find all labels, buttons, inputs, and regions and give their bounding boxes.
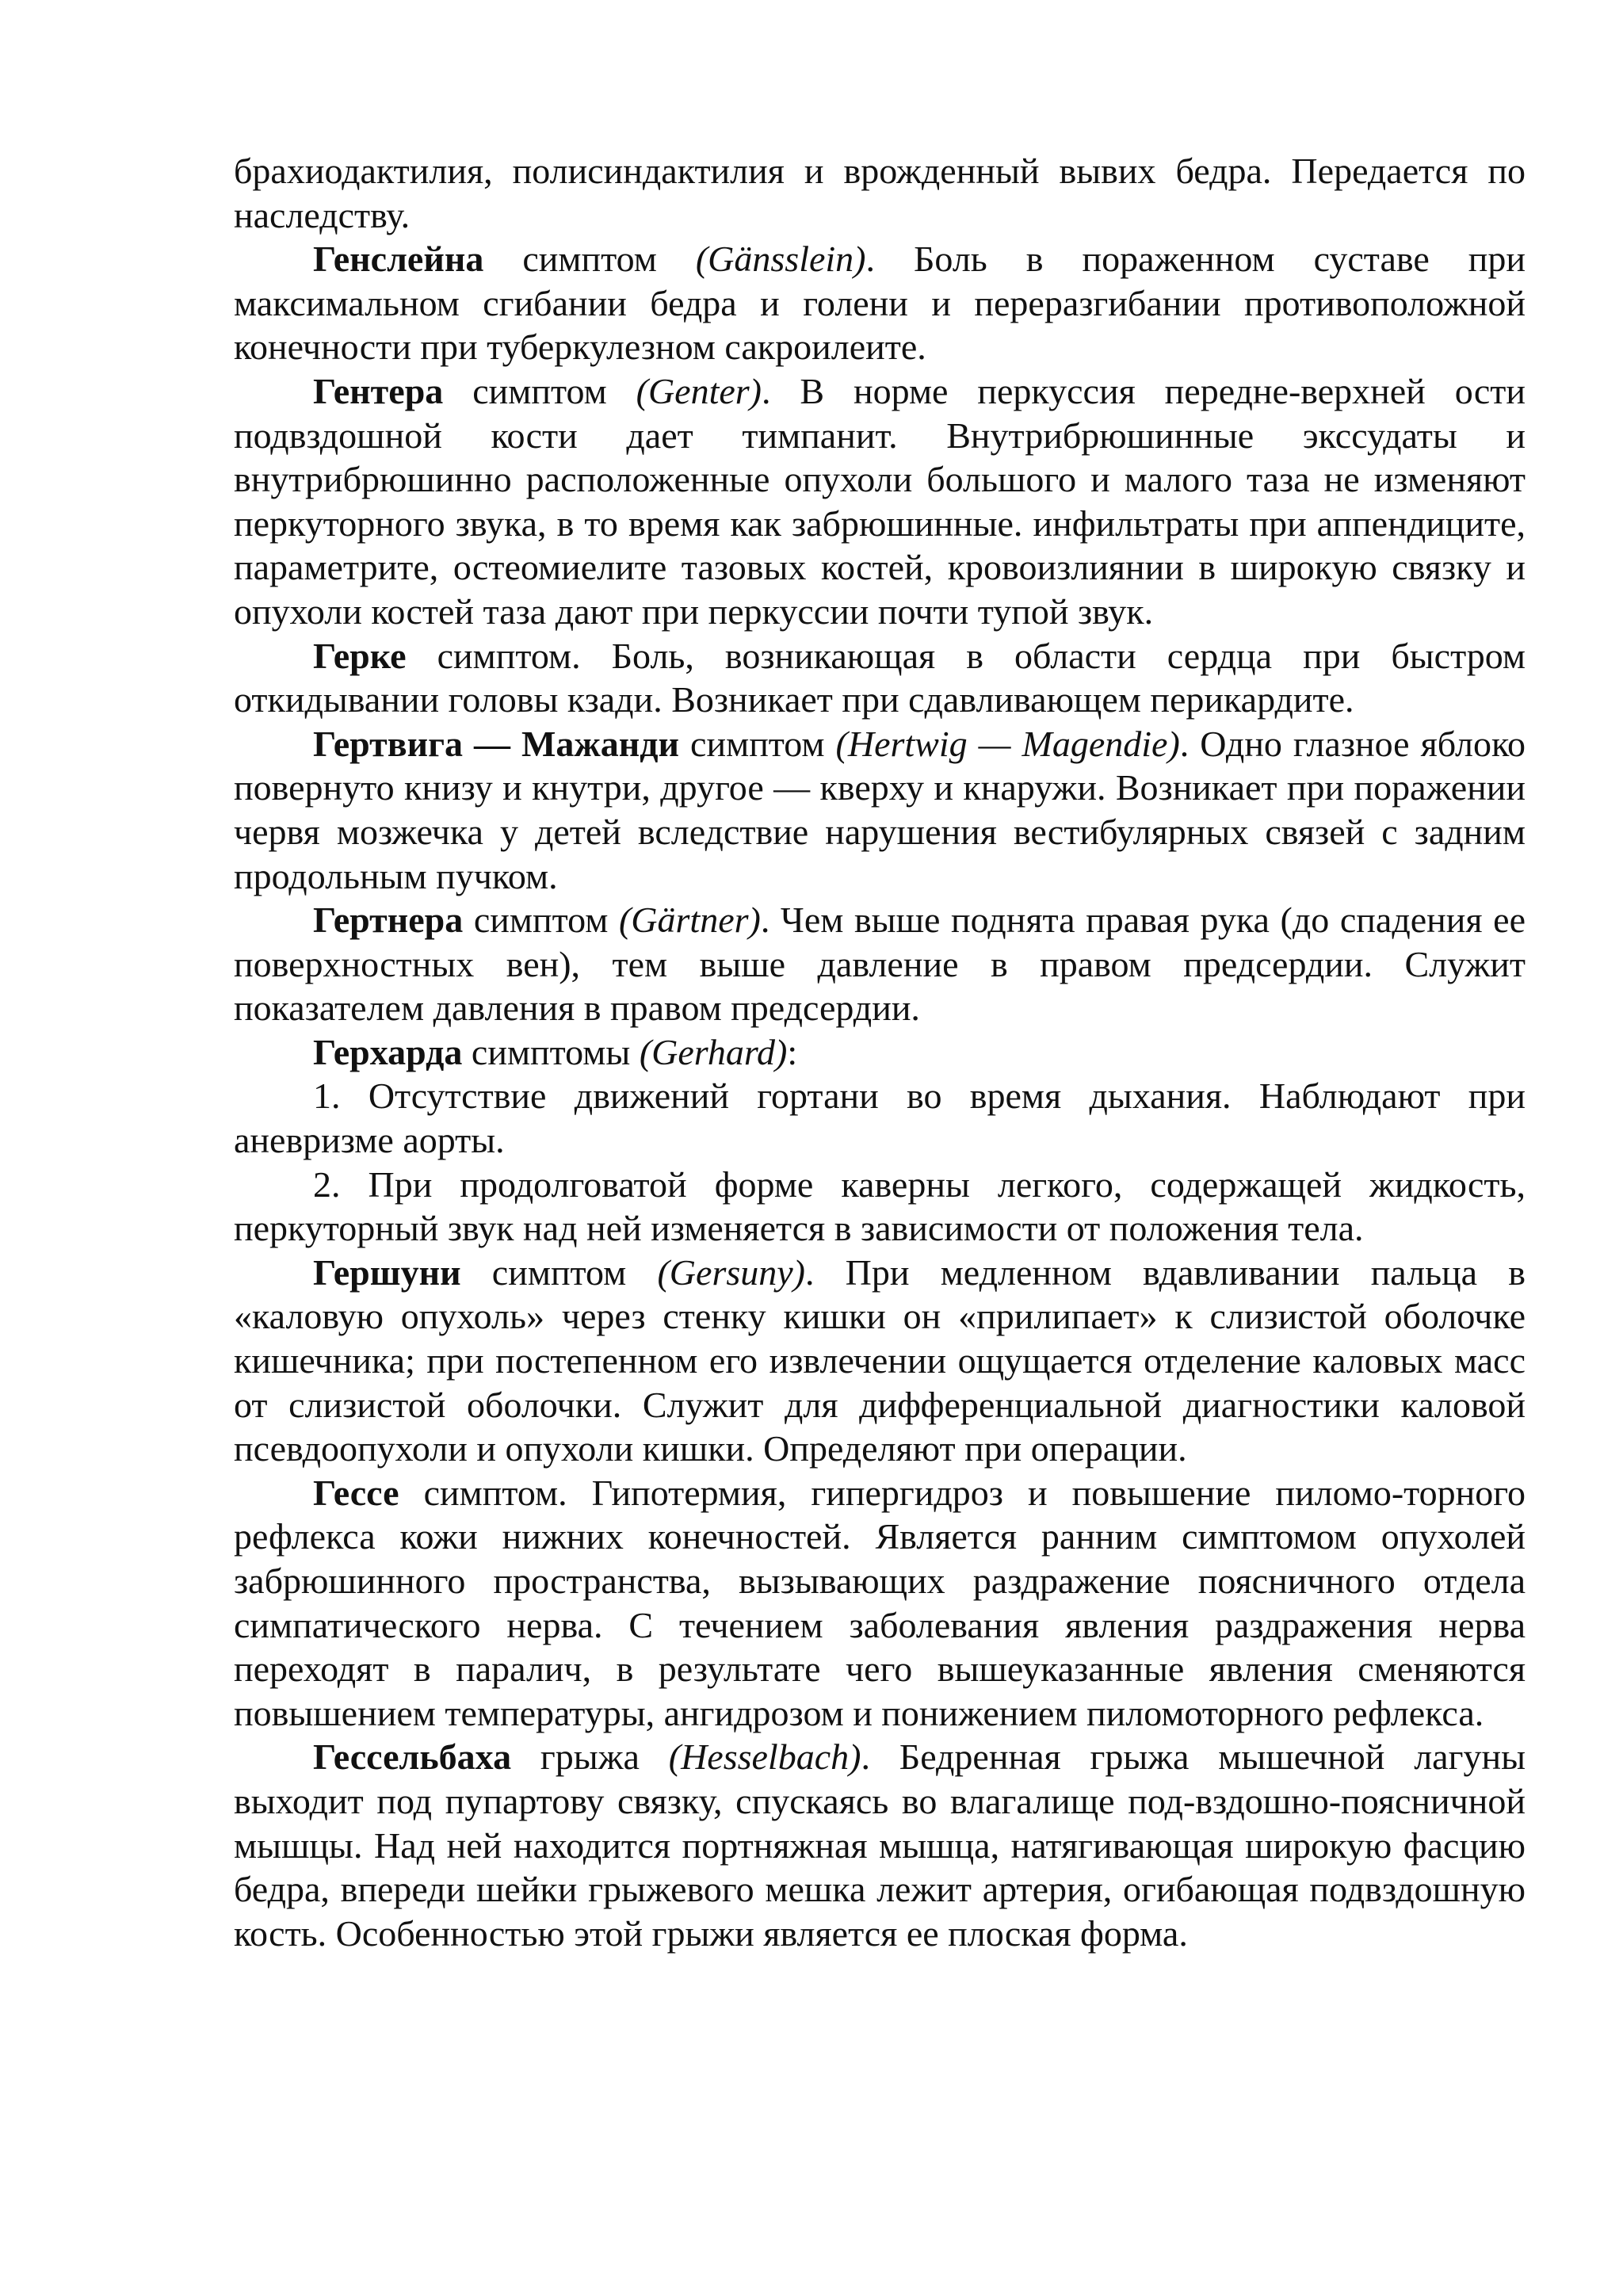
entry-term: Гертвига — Мажанди [313, 723, 680, 764]
entry-body: . При медленном вдавливании пальца в «каловую опухоль» через стенку кишки он «прилипает» к слизистой оболочке кишечника; при постепенном его извлечении ощущается отделение каловых масс от слизистой оболочки. Служит для дифференциальной диагностики каловой псевдоопухоли и опухоли кишки. Определяют при операции. [234, 1251, 1526, 1469]
entry-gerhard-item-1 [234, 1074, 1526, 1162]
entry-gerke [234, 634, 1526, 722]
entry-body: . Одно глазное яблоко повернуто книзу и кнутри, другое — кверху и кнаружи. Возникает при поражении червя мозжечка у детей вследствие нарушения вестибулярных связей с задним продольным пучком. [234, 723, 1526, 896]
entry-hesse [234, 1471, 1526, 1736]
entry-prefix: грыжа [511, 1736, 669, 1778]
entry-genslein [234, 237, 1526, 369]
entry-body: . Бедренная грыжа мышечной лагуны выходит под пупартову связку, спускаясь во влагалище под-вздошно-поясничной мышцы. Над ней находится портняжная мышца, натягивающая широкую фасцию бедра, впереди шейки грыжевого мешка лежит артерия, огибающая подвздошную кость. Особенностью этой грыжи является ее плоская форма. [234, 1736, 1526, 1954]
entry-continuation [234, 149, 1526, 237]
entry-gersuny [234, 1251, 1526, 1471]
entry-latin: (Gersuny) [657, 1251, 805, 1293]
entry-term: Герхарда [313, 1031, 463, 1072]
entry-body: . В норме перкуссия передне-верхней ости подвздошной кости дает тимпанит. Внутрибрюшинные экссудаты и внутрибрюшинно расположенные опухоли большого и малого таза не изменяют перкуторного звука, в то время как забрюшинные. инфильтраты при аппендиците, параметрите, остеомиелите тазовых костей, кровоизлиянии в широкую связку и опухоли костей таза дают при перкуссии почти тупой звук. [234, 370, 1526, 632]
entry-gerhard [234, 1030, 1526, 1075]
entry-body: симптом. Боль, возникающая в области сердца при быстром откидывании головы кзади. Возникает при сдавливающем перикардите. [234, 635, 1526, 720]
entry-hesselbach [234, 1735, 1526, 1955]
entry-body: брахиодактилия, полисиндактилия и врожденный вывих бедра. Передается по наследству. [234, 151, 1526, 235]
entry-term: Гессе [313, 1472, 399, 1513]
entry-gartner [234, 898, 1526, 1030]
entry-latin: (Gerhard) [639, 1031, 788, 1072]
entry-gerhard-item-2 [234, 1163, 1526, 1251]
entry-prefix: симптомы [462, 1031, 640, 1072]
entry-latin: (Gärtner) [618, 900, 761, 941]
entry-body: . Чем выше поднята правая рука (до спадения ее поверхностных вен), тем выше давление в правом предсердии. Служит показателем давления в правом предсердии. [234, 900, 1526, 1029]
entry-latin: (Genter) [636, 370, 762, 411]
entry-term: Герке [313, 635, 407, 676]
entry-genter [234, 369, 1526, 634]
entry-body: симптом. Гипотермия, гипергидроз и повышение пиломо-торного рефлекса кожи нижних конечностей. Является ранним симптомом опухолей забрюшинного пространства, вызывающих раздражение поясничного отдела симпатического нерва. С течением заболевания явления раздражения нерва переходят в паралич, в результате чего вышеуказанные явления сменяются повышением температуры, ангидрозом и понижением пиломоторного рефлекса. [234, 1472, 1526, 1733]
document-page [234, 149, 1526, 1955]
entry-body: 2. При продолговатой форме каверны легкого, содержащей жидкость, перкуторный звук над ней изменяется в зависимости от положения тела. [234, 1163, 1526, 1249]
entry-prefix: симптом [443, 370, 636, 411]
entry-term: Гершуни [313, 1251, 461, 1293]
entry-prefix: симптом [460, 1251, 658, 1293]
entry-hertwig-magendie [234, 722, 1526, 898]
entry-term: Гертнера [313, 900, 464, 941]
entry-term: Гессельбаха [313, 1736, 512, 1778]
entry-body: . Боль в пораженном суставе при максимальном сгибании бедра и голени и переразгибании противоположной конечности при туберкулезном сакроилеите. [234, 239, 1526, 368]
entry-prefix: симптом [483, 239, 696, 280]
entry-body: 1. Отсутствие движений гортани во время дыхания. Наблюдают при аневризме аорты. [234, 1075, 1526, 1161]
entry-term: Гентера [313, 370, 444, 411]
entry-prefix: симптом [463, 900, 619, 941]
entry-latin: (Hesselbach) [668, 1736, 861, 1778]
entry-prefix: симптом [679, 723, 836, 764]
entry-term: Генслейна [313, 239, 484, 280]
entry-latin: (Gänsslein) [695, 239, 866, 280]
entry-body: : [787, 1031, 798, 1072]
entry-latin: (Hertwig — Magendie) [835, 723, 1180, 764]
